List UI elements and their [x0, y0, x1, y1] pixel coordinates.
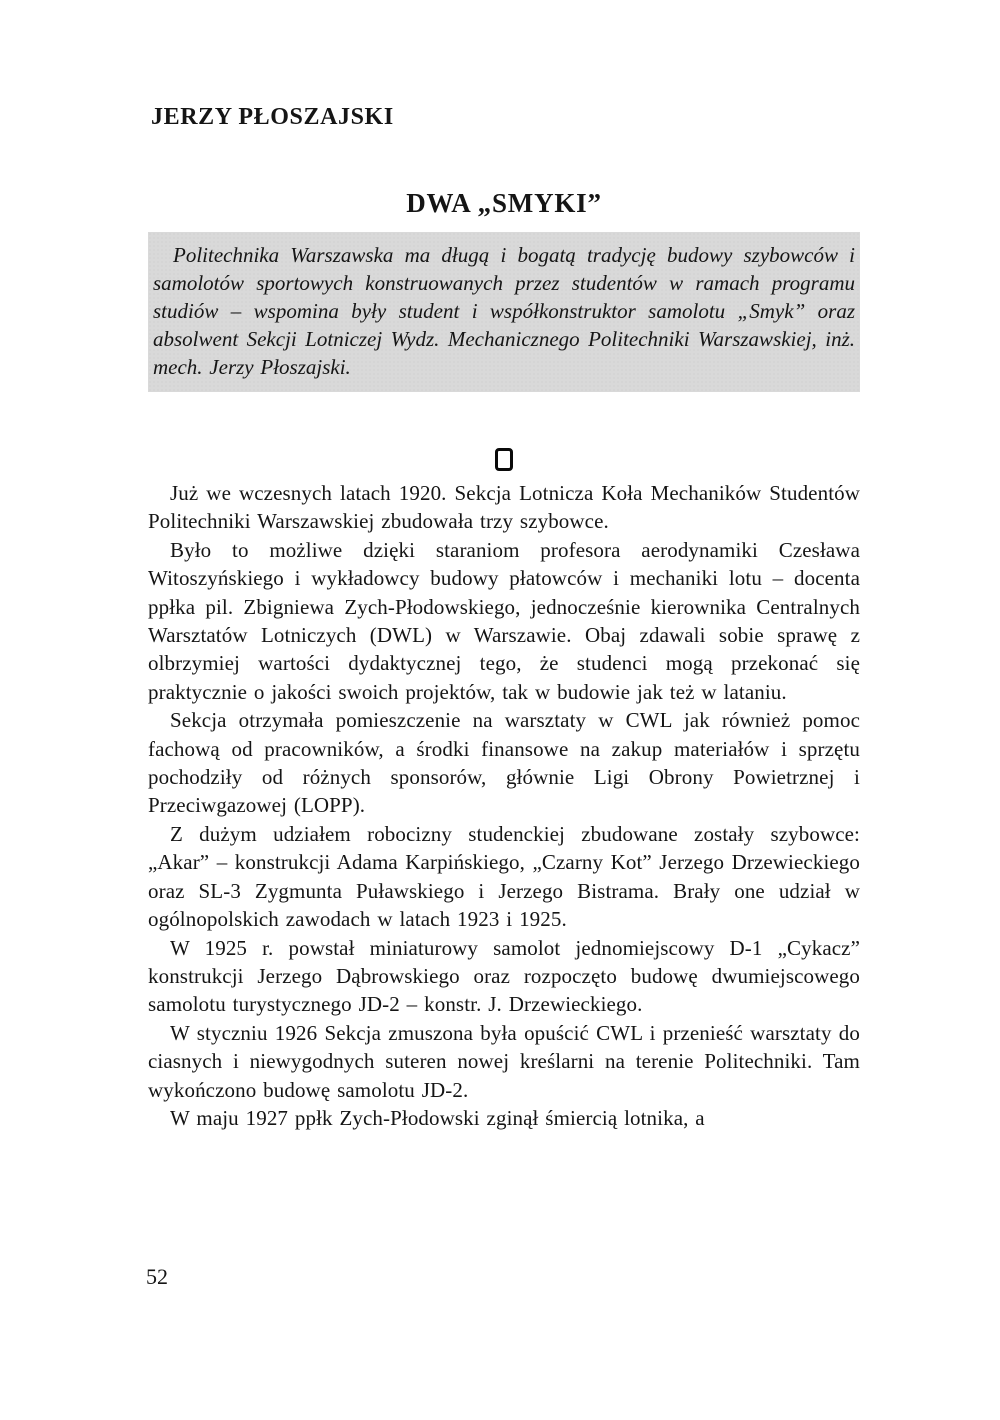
author-heading: JERZY PŁOSZAJSKI — [151, 104, 394, 130]
body-paragraph: W maju 1927 ppłk Zych-Płodowski zginął śmiercią lotnika, a — [170, 1105, 705, 1130]
body-paragraph: Sekcja otrzymała pomieszczenie na warsztaty w CWL jak również pomoc fachową od pracowników, a środki finansowe na zakup materiałów i sprzętu pochodziły od różnych sponsorów, głównie Ligi Obrony Powietrznej i Przeciwgazowej (LOPP). — [148, 708, 860, 818]
body-paragraph: Było to możliwe dzięki staraniom profesora aerodynamiki Czesława Witoszyńskiego i wykładowcy budowy płatowców i mechaniki lotu – docenta ppłka pil. Zbigniewa Zych-Płodowskiego, jednocześnie kierownika Centralnych Warsztatów Lotniczych (DWL) w Warszawie. Obaj zdawali sobie sprawę z olbrzymiej wartości dydaktycznej tego, że studenci mogą przekonać się praktycznie o jakości swoich projektów, tak w budowie jak też w lataniu. — [148, 537, 860, 704]
lead-abstract-text: Politechnika Warszawska ma długą i bogatą tradycję budowy szybowców i samolotów sportowych konstruowanych przez studentów w ramach programu studiów – wspomina były student i współkonstruktor samolotu „Smyk” oraz absolwent Sekcji Lotniczej Wydz. Mechanicznego Politechniki Warszawskiej, inż. mech. Jerzy Płoszajski. — [153, 243, 855, 379]
body-paragraph: Z dużym udziałem robocizny studenckiej zbudowane zostały szybowce: „Akar” – konstrukcji Adama Karpińskiego, „Czarny Kot” Jerzego Drzewieckiego oraz SL-3 Zygmunta Puławskiego i Jerzego Bistrama. Brały one udział w ogólnopolskich zawodach w latach 1923 i 1925. — [148, 821, 860, 932]
body-paragraph: W styczniu 1926 Sekcja zmuszona była opuścić CWL i przenieść warsztaty do ciasnych i niewygodnych suteren nowej kreślarni na terenie Politechniki. Tam wykończono budowę samolotu JD-2. — [148, 1020, 860, 1102]
article-body — [148, 479, 860, 1132]
page-number: 52 — [146, 1264, 168, 1289]
square-divider-icon — [495, 448, 513, 471]
lead-abstract-block — [148, 232, 860, 392]
article-title: DWA „SMYKI” — [406, 188, 602, 219]
body-paragraph: Już we wczesnych latach 1920. Sekcja Lotnicza Koła Mechaników Studentów Politechniki Warszawskiej zbudowała trzy szybowce. — [148, 481, 860, 534]
body-paragraph: W 1925 r. powstał miniaturowy samolot jednomiejscowy D-1 „Cykacz” konstrukcji Jerzego Dąbrowskiego oraz rozpoczęto budowę dwumiejscowego samolotu turystycznego JD-2 – konstr. J. Drzewieckiego. — [148, 935, 860, 1017]
section-divider — [148, 448, 860, 476]
